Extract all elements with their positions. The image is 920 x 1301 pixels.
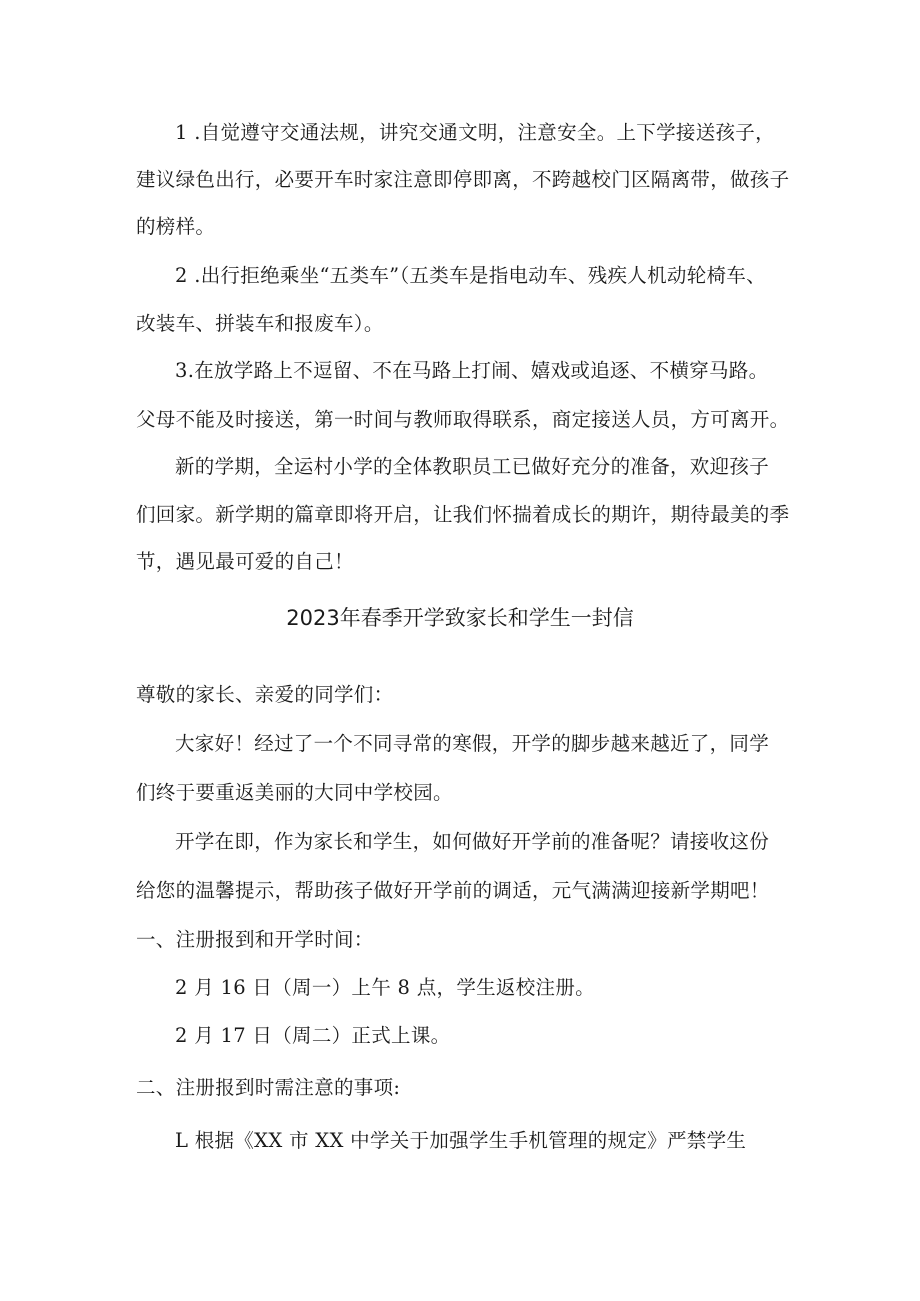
intro-line1: 开学在即，作为家长和学生，如何做好开学前的准备呢？请接收这份 (175, 830, 770, 853)
section1-item1: 2 月 16 日（周一）上午 8 点，学生返校注册。 (175, 976, 595, 999)
section2-heading: 二、注册报到时需注意的事项: (136, 1076, 401, 1099)
salutation: 尊敬的家长、亲爱的同学们： (136, 683, 394, 706)
section1-heading: 一、注册报到和开学时间： (136, 928, 374, 951)
section1-item2: 2 月 17 日（周二）正式上课。 (175, 1024, 451, 1047)
section2-item1: L 根据《XX 市 XX 中学关于加强学生手机管理的规定》严禁学生 (175, 1129, 747, 1152)
closing-line1: 新的学期，全运村小学的全体教职员工已做好充分的准备，欢迎孩子 (175, 455, 770, 478)
closing-line3: 节，遇见最可爱的自己！ (136, 550, 354, 573)
item1-line2: 建议绿色出行，必要开车时家注意即停即离，不跨越校门区隔离带，做孩子 (136, 168, 790, 191)
item2-line1: 2 .出行拒绝乘坐“五类车”（五类车是指电动车、残疾人机动轮椅车、 (175, 264, 766, 287)
intro-line2: 给您的温馨提示，帮助孩子做好开学前的调适，元气满满迎接新学期吧！ (136, 879, 770, 902)
item3-line1: 3.在放学路上不逗留、不在马路上打闹、嬉戏或追逐、不横穿马路。 (175, 359, 769, 382)
letter-title: 2023年春季开学致家长和学生一封信 (286, 606, 634, 630)
greeting-line1: 大家好！经过了一个不同寻常的寒假，开学的脚步越来越近了，同学 (175, 732, 770, 755)
item3-line2: 父母不能及时接送，第一时间与教师取得联系，商定接送人员，方可离开。 (136, 408, 790, 431)
item1-line3: 的榜样。 (136, 215, 216, 238)
item1-line1: 1 .自觉遵守交通法规，讲究交通文明，注意安全。上下学接送孩子， (175, 121, 775, 144)
item2-line2: 改装车、拼装车和报废车）。 (136, 312, 384, 335)
greeting-line2: 们终于要重返美丽的大同中学校园。 (136, 781, 453, 804)
closing-line2: 们回家。新学期的篇章即将开启，让我们怀揣着成长的期许，期待最美的季 (136, 503, 790, 526)
